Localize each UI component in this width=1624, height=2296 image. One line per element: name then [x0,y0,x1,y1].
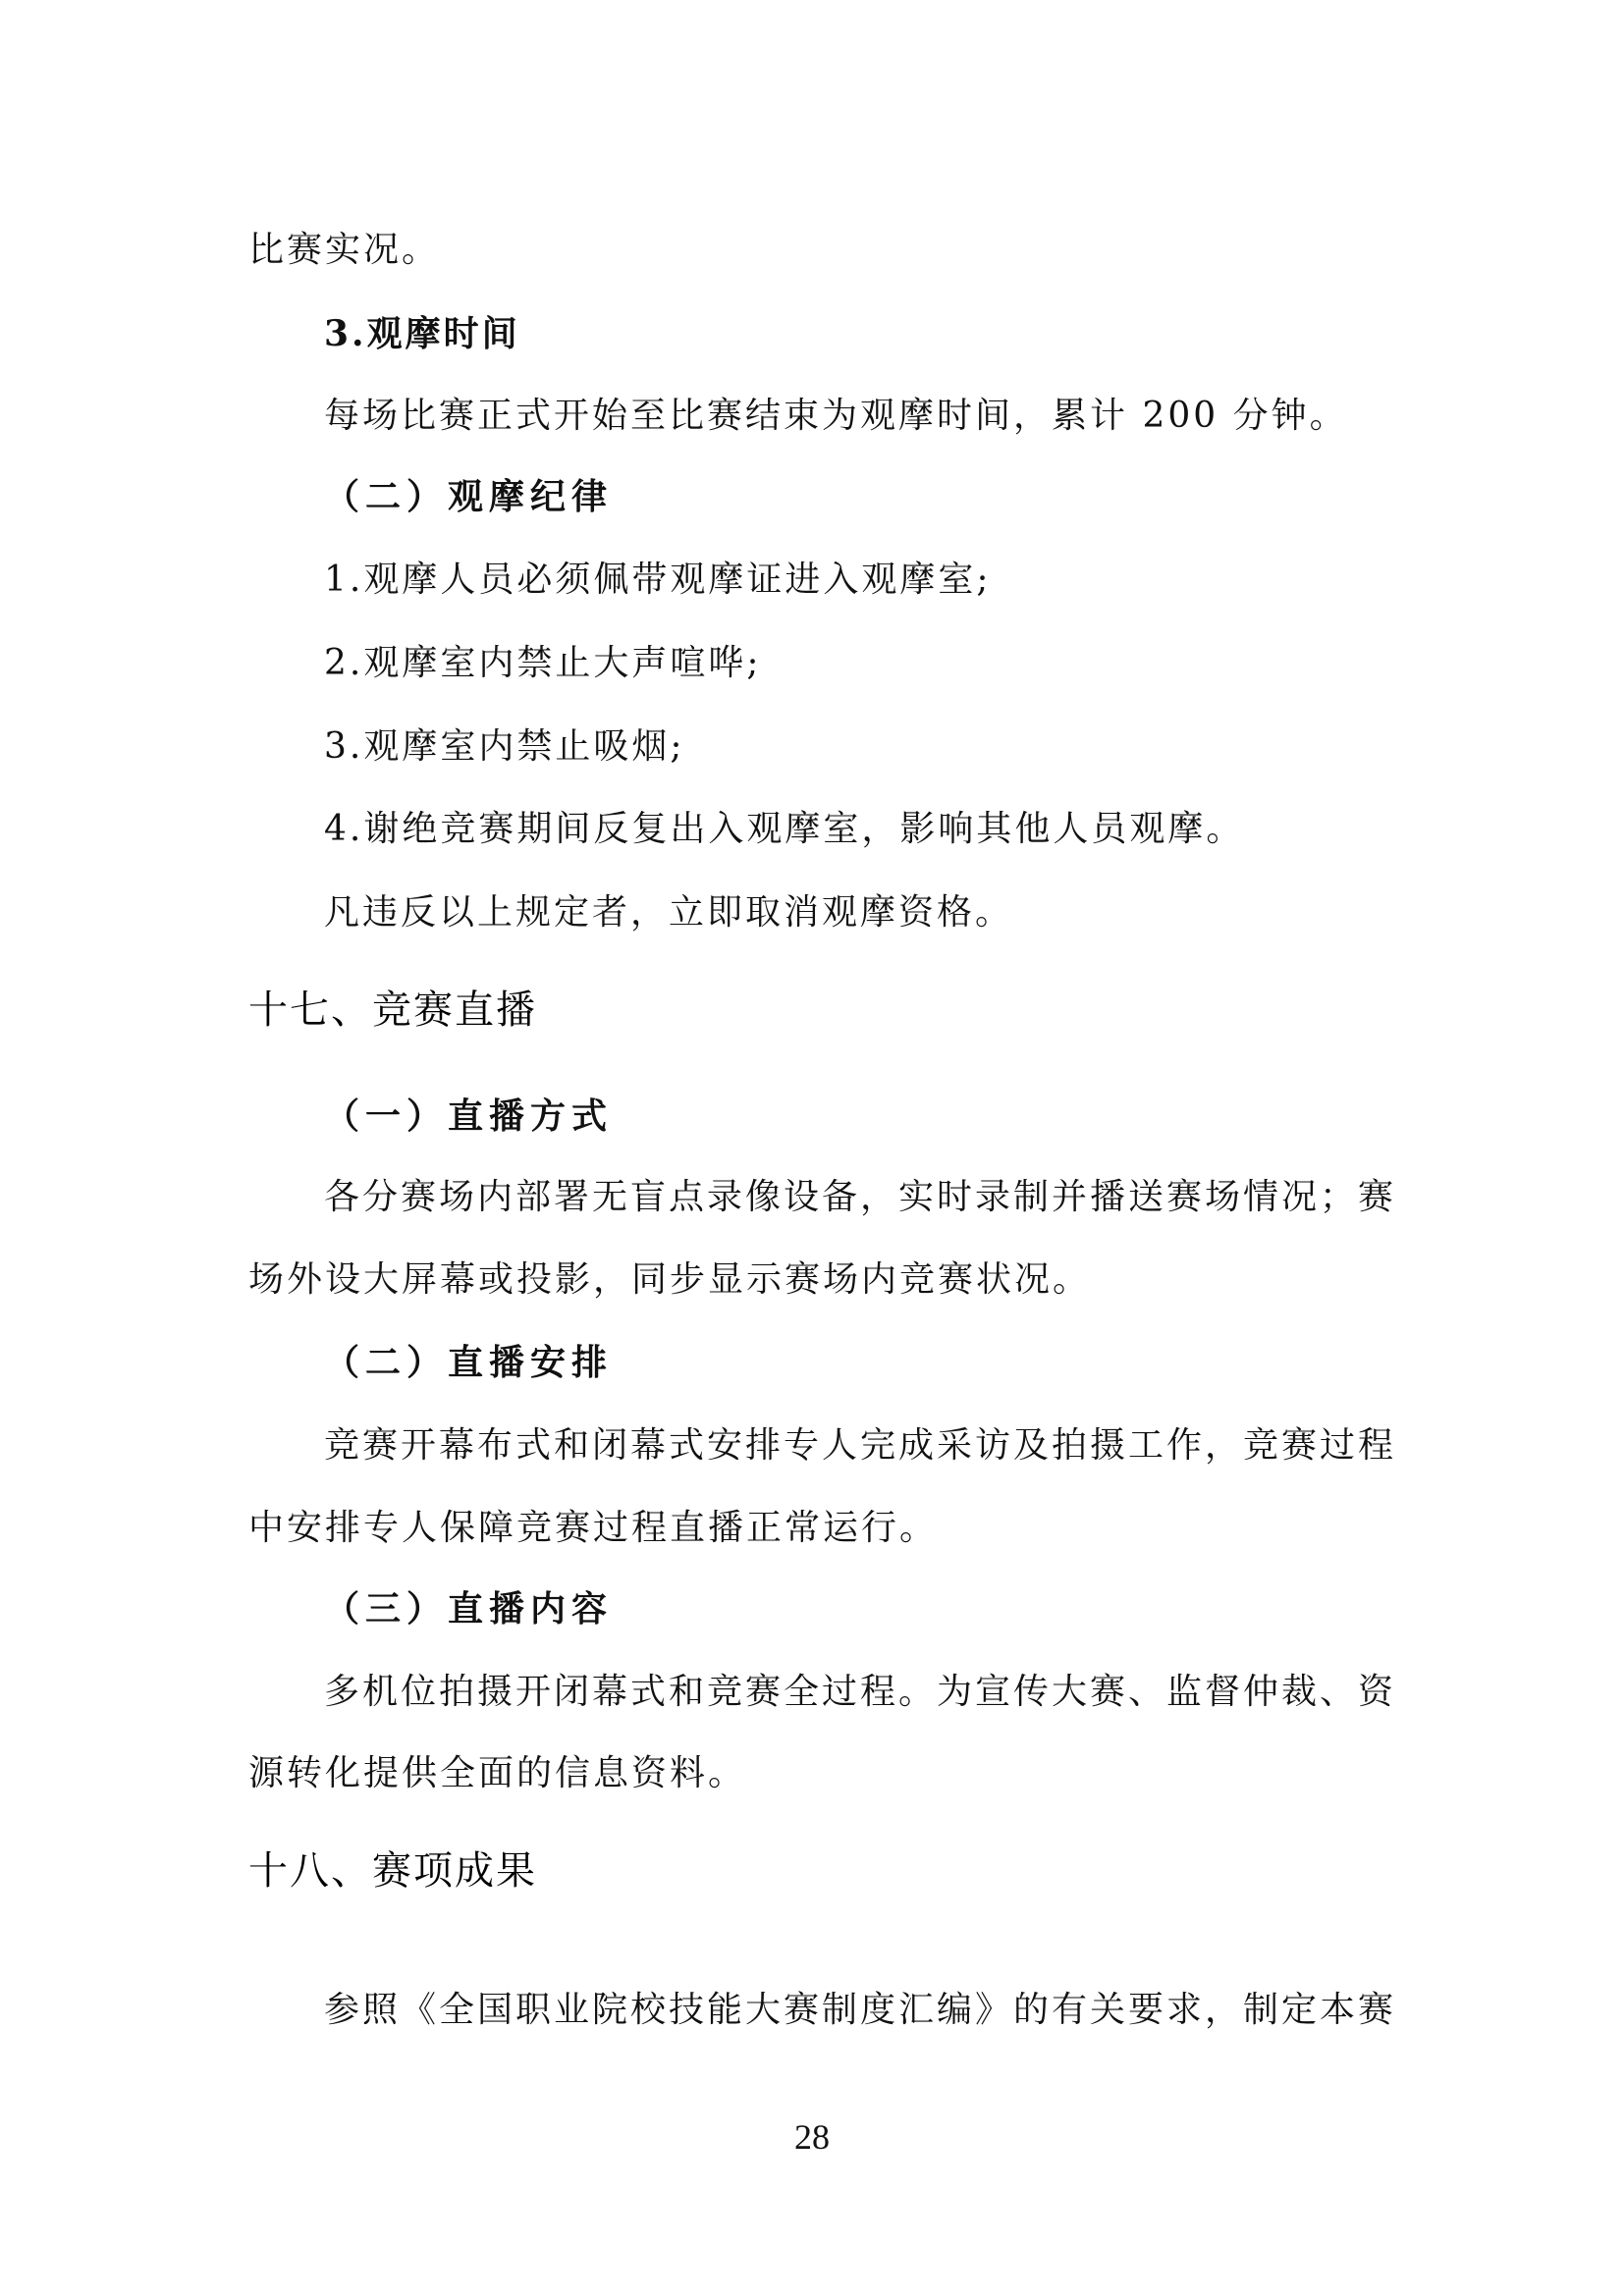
list-item-1: 1.观摩人员必须佩带观摩证进入观摩室; [324,560,992,600]
list-item-4: 4.谢绝竞赛期间反复出入观摩室，影响其他人员观摩。 [324,809,1245,849]
paragraph-broadcast-arrangement-line2: 中安排专人保障竞赛过程直播正常运行。 [248,1508,939,1548]
paragraph-results-line1: 参照《全国职业院校技能大赛制度汇编》的有关要求，制定本赛 [324,1990,1397,2030]
subsection-heading-observation-discipline: （二）观摩纪律 [324,476,614,517]
paragraph-violation-notice: 凡违反以上规定者，立即取消观摩资格。 [324,892,1014,933]
section-heading-17: 十七、竞赛直播 [248,988,537,1033]
paragraph-broadcast-method-line1: 各分赛场内部署无盲点录像设备，实时录制并播送赛场情况；赛 [324,1177,1397,1217]
list-item-3: 3.观摩室内禁止吸烟; [324,726,685,767]
subsection-heading-broadcast-arrangement: （二）直播安排 [324,1342,614,1383]
subsection-heading-broadcast-content: （三）直播内容 [324,1588,614,1629]
paragraph-broadcast-content-line2: 源转化提供全面的信息资料。 [248,1753,747,1793]
subsection-heading-observation-time: 3.观摩时间 [324,313,520,354]
paragraph-broadcast-content-line1: 多机位拍摄开闭幕式和竞赛全过程。为宣传大赛、监督仲裁、资 [324,1672,1397,1712]
subsection-heading-broadcast-method: （一）直播方式 [324,1095,614,1137]
paragraph-broadcast-arrangement-line1: 竞赛开幕布式和闭幕式安排专人完成采访及拍摄工作，竞赛过程 [324,1425,1397,1466]
paragraph-broadcast-method-line2: 场外设大屏幕或投影，同步显示赛场内竞赛状况。 [248,1259,1092,1300]
section-heading-18: 十八、赛项成果 [248,1848,537,1894]
paragraph-observation-time: 每场比赛正式开始至比赛结束为观摩时间，累计 200 分钟。 [324,396,1348,436]
page-number: 28 [794,2117,830,2157]
paragraph-continuation: 比赛实况。 [248,230,441,270]
list-item-2: 2.观摩室内禁止大声喧哗; [324,643,762,683]
